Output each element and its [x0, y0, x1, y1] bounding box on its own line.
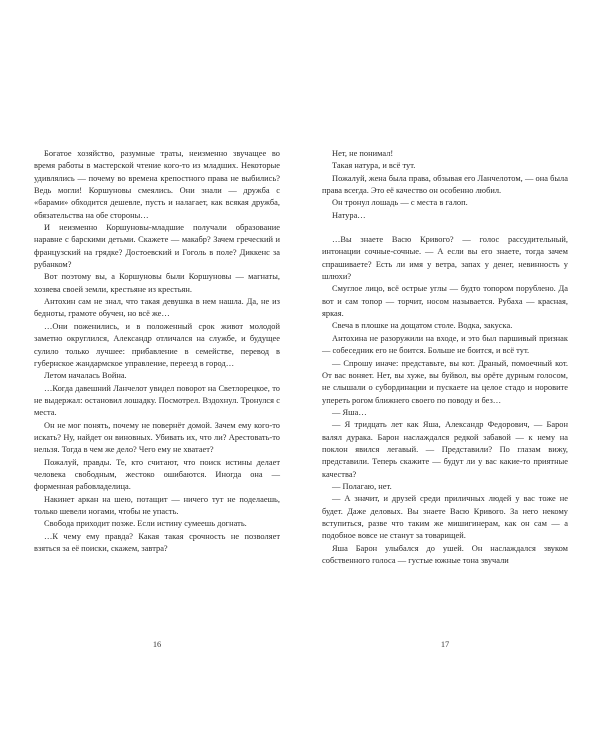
left-page: [34, 148, 280, 555]
paragraph: — Полагаю, нет.: [332, 481, 392, 491]
paragraph: Смуглое лицо, всё острые углы — будто топором порублено. Да вот и сам топор — торчит, носом называется. Рубаха — красная, яркая.: [322, 284, 568, 319]
paragraph: Яша Барон улыбался до ушей. Он наслаждался звуком собственного голоса — густые южные тона звучали: [322, 543, 568, 565]
paragraph: …Когда давешний Ланчелот увидел поворот на Светлорецкое, то не выдержал: остановил лошадку. Посмотрел. Вздохнул. Тронулся с места.: [34, 383, 280, 418]
paragraph: …К чему ему правда? Какая такая срочность не позволяет взяться за её поиски, скажем, завтра?: [34, 531, 280, 553]
paragraph: Летом началась Война.: [44, 371, 127, 381]
paragraph: …Они поженились, и в положенный срок живот молодой заметно округлился, Александр отличался на службе, и будущее сулило только лучшее: прибавление в семействе, перевод в губернское жандармское управление, переезд в город…: [34, 321, 280, 368]
paragraph: Натура…: [332, 210, 366, 220]
paragraph: Богатое хозяйство, разумные траты, неизменно звучащее во время работы в мастерской чтение кого-то из младших. Некоторые удивлялись — почему во времена крепостного права не выбились? Ведь могли! Коршуновы смеялись. Они знали — дружба с «барами» обходится дешевле, пусть и налагает, как всякая дружба, обязательства на обе стороны…: [34, 149, 280, 220]
paragraph: Пожалуй, правды. Те, кто считают, что поиск истины делает человека свободным, жестоко ошибаются. Иногда она — форменная рабовладелица.: [34, 457, 280, 492]
paragraph: Антохина не разоружили на входе, и это был паршивый признак — собеседник его не боится. Больше не боится, и всё тут.: [322, 333, 568, 356]
right-page: [322, 148, 568, 567]
paragraph: Антохин сам не знал, что такая девушка в нем нашла. Да, не из бедноты, грамоте обучен, но всё же…: [34, 297, 280, 319]
section-break: [322, 222, 568, 234]
paragraph: — Я тридцать лет как Яша, Александр Федорович, — Барон валял дурака. Барон наслаждался редкой забавой — к нему на поклон явился легавый. — Представили? По глазам вижу, представили. Теперь скажите — будут ли у вас какие-то приятные качества?: [322, 420, 568, 479]
paragraph: Пожалуй, жена была права, обзывая его Ланчелотом, — она была права всегда. Это её качество он особенно любил.: [322, 173, 568, 196]
paragraph: Вот поэтому вы, а Коршуновы были Коршуновы — магнаты, хозяева своей земли, крестьяне из крестьян.: [34, 272, 280, 294]
paragraph: — Спрошу иначе: представьте, вы кот. Драный, помоечный кот. От вас воняет. Нет, вы хуже, вы буйвол, вы орёте дурным голосом, не слышали о субординации и пускаете на целое стадо и норовите упереть рогом ближнего своего по поводу и без…: [322, 358, 568, 405]
paragraph: Он тронул лошадь — с места в галоп.: [332, 198, 468, 208]
paragraph: Такая натура, и всё тут.: [332, 161, 416, 171]
paragraph: Нет, не понимал!: [332, 149, 394, 158]
page-number-right: 17: [440, 640, 450, 649]
page-number-left: 16: [152, 640, 162, 649]
paragraph: Он не мог понять, почему не повернёт домой. Зачем ему кого-то искать? Ну, найдет он виновных. Убивать их, что ли? Арестовать-то нельзя. Тогда в чем же дело? Чего ему не хватает?: [34, 420, 280, 455]
paragraph: — Яша…: [332, 407, 367, 417]
paragraph: …Вы знаете Васю Кривого? — голос рассудительный, интонации сочные-сочные. — А если вы его знаете, тогда зачем спрашиваете? Есть ли имя у ветра, запах у денег, невинность у шлюхи?: [322, 235, 568, 282]
paragraph: Свобода приходит позже. Если истину сумеешь догнать.: [44, 519, 247, 529]
paragraph: — А значит, и друзей среди приличных людей у вас тоже не будет. Даже деловых. Вы знаете Васю Кривого. За него некому вступиться, разве что таким же мишигинерам, как он сам — а подобное вовсе не станут за товарищей.: [322, 494, 568, 541]
paragraph: Накинет аркан на шею, потащит — ничего тут не поделаешь, только шевели ногами, чтобы не упасть.: [34, 494, 280, 516]
paragraph: Свеча в плошке на дощатом столе. Водка, закуска.: [332, 321, 513, 331]
paragraph: И неизменно Коршуновы-младшие получали образование наравне с барскими детьми. Скажете — макабр? Зачем греческий и французский на грядке? Достоевский и Гоголь в поле? Диккенс за рубанком?: [34, 223, 280, 270]
